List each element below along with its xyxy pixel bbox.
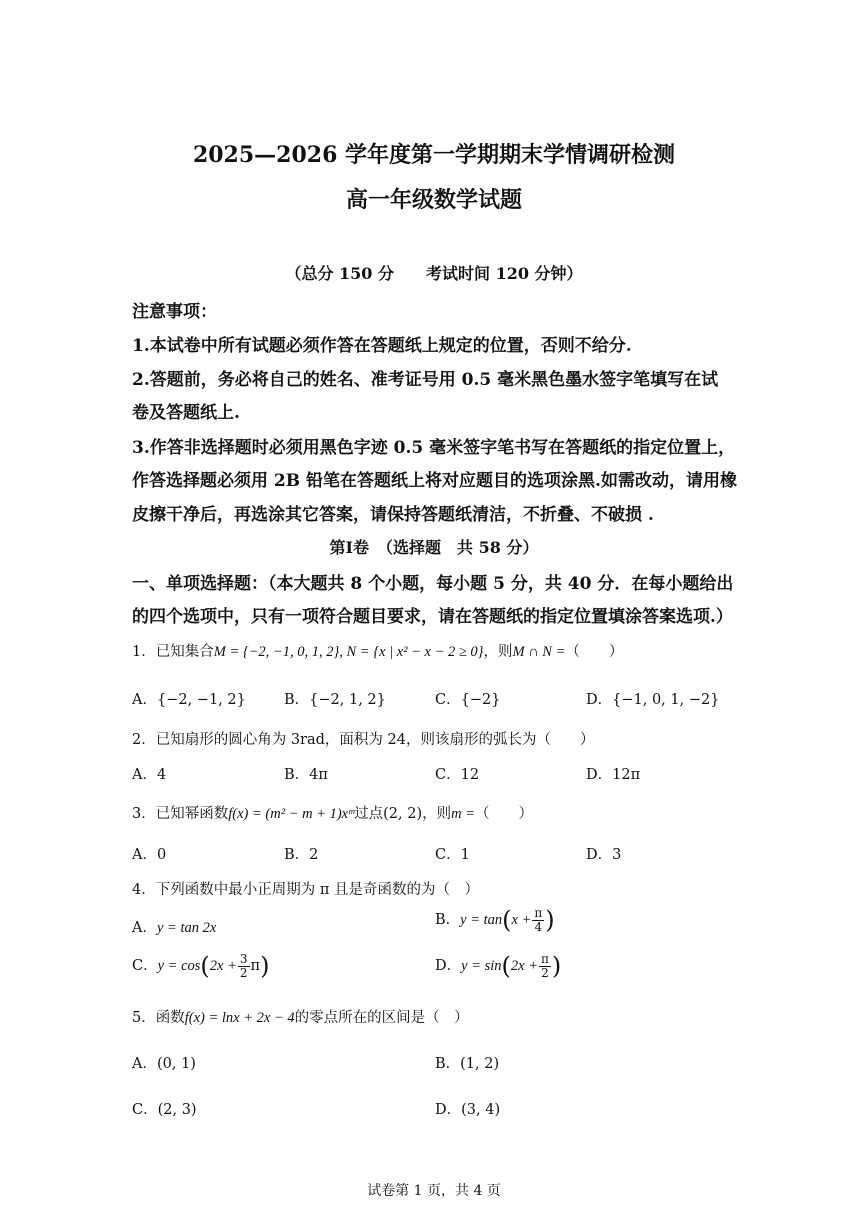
question-3-stem: 3．已知幂函数f(x) = (m² − m + 1)xᵐ过点(2, 2)，则m =（ ）	[132, 806, 534, 822]
question-2-stem: 2．已知扇形的圆心角为 3rad，面积为 24，则该扇形的弧长为（ ）	[132, 732, 595, 748]
question-5-option-c: C．(2, 3)	[132, 1102, 197, 1118]
question-4-option-c-fraction: $\frac{3}{2}$	[239, 951, 248, 980]
note-item-2-line-1: 2.答题前，务必将自己的姓名、准考证号用 0.5 毫米黑色墨水签字笔填写在试	[132, 370, 719, 390]
question-1-stem: 1．已知集合M = {−2, −1, 0, 1, 2}, N = {x | x² − x − 2 ≥ 0}，则M ∩ N =（ ）	[132, 644, 624, 660]
question-1-option-b: B．{−2, 1, 2}	[284, 692, 386, 708]
question-4-option-b-fraction: $\frac{\pi}{4}$	[534, 905, 543, 934]
question-3-option-d: D．3	[586, 847, 622, 863]
notes-heading: 注意事项：	[132, 302, 217, 322]
exam-subtitle: 高一年级数学试题	[345, 187, 522, 213]
question-5-option-b: B．(1, 2)	[435, 1056, 500, 1072]
question-3-option-b: B．2	[284, 847, 319, 863]
question-4-stem: 4．下列函数中最小正周期为 π 且是奇函数的为（ ）	[132, 882, 479, 898]
note-item-3-line-1: 3.作答非选择题时必须用黑色字迹 0.5 毫米签字笔书写在答题纸的指定位置上，	[132, 438, 736, 458]
question-1-option-d: D．{−1, 0, 1, −2}	[586, 692, 720, 708]
question-3-function: f(x) = (m² − m + 1)xᵐ	[228, 806, 355, 822]
question-2-option-c: C．12	[435, 767, 480, 783]
part1-instructions-line-2: 的四个选项中，只有一项符合题目要求，请在答题纸的指定位置填涂答案选项.）	[132, 607, 733, 627]
question-5-stem: 5．函数f(x) = lnx + 2x − 4的零点所在的区间是（ ）	[132, 1010, 469, 1026]
exam-info: （总分 150 分 考试时间 120 分钟）	[285, 264, 583, 283]
question-2-option-b: B．4π	[284, 767, 328, 783]
note-item-2-line-2: 卷及答题纸上.	[132, 403, 240, 423]
question-4-option-d-fraction: $\frac{\pi}{2}$	[541, 951, 549, 980]
note-item-3-line-2: 作答选择题必须用 2B 铅笔在答题纸上将对应题目的选项涂黑.如需改动，请用橡	[132, 471, 737, 491]
question-5-option-d: D．(3, 4)	[435, 1102, 501, 1118]
question-3-option-c: C．1	[435, 847, 470, 863]
question-3-option-a: A．0	[132, 847, 167, 863]
question-4-option-b: B．y = tan(x + $\frac{\pi}{4}$ )	[435, 905, 555, 934]
question-2-option-d: D．12π	[586, 767, 641, 783]
question-1-option-c: C．{−2}	[435, 692, 501, 708]
question-1-sets: M = {−2, −1, 0, 1, 2}, N = {x | x² − x − 2 ≥ 0}	[213, 644, 484, 660]
question-2-option-a: A．4	[132, 767, 167, 783]
question-4-option-c: C．y = cos(2x + $\frac{3}{2}$ π)	[132, 951, 270, 980]
question-5-option-a: A．(0, 1)	[132, 1056, 196, 1072]
note-item-3-line-3: 皮擦干净后，再选涂其它答案，请保持答题纸清洁，不折叠、不破损 .	[132, 505, 654, 525]
part1-instructions-line-1: 一、单项选择题：（本大题共 8 个小题，每小题 5 分，共 40 分．在每小题给出	[132, 574, 734, 594]
question-1-option-a: A．{−2, −1, 2}	[132, 692, 246, 708]
question-4-option-a: A．y = tan 2x	[132, 920, 217, 936]
question-5-function: f(x) = lnx + 2x − 4	[184, 1010, 295, 1026]
exam-title: 2025—2026 学年度第一学期期末学情调研检测	[192, 142, 676, 168]
page-footer: 试卷第 1 页，共 4 页	[367, 1183, 501, 1199]
volume-title: 第Ⅰ卷 （选择题 共 58 分）	[329, 538, 539, 557]
question-4-option-d: D．y = sin(2x + $\frac{\pi}{2}$ )	[435, 951, 562, 980]
note-item-1: 1.本试卷中所有试题必须作答在答题纸上规定的位置，否则不给分.	[132, 336, 632, 356]
